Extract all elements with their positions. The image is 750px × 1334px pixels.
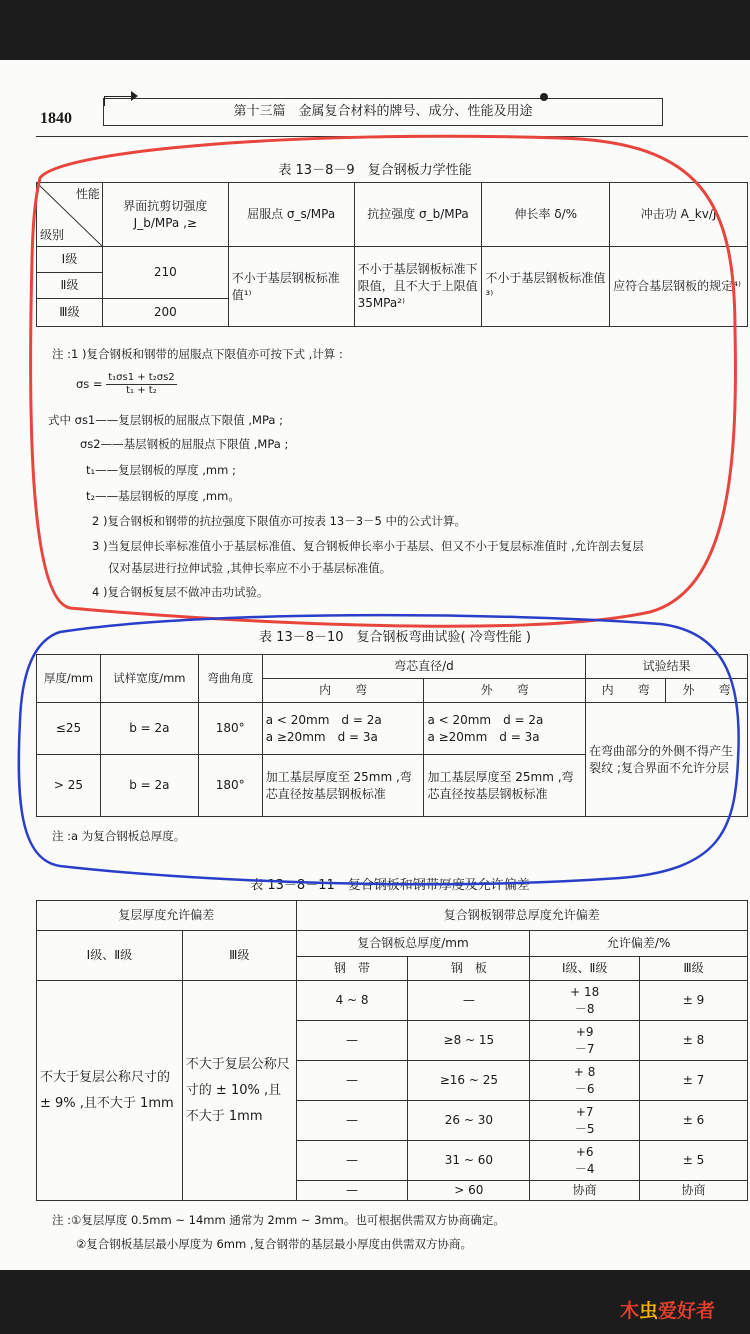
impact-text: 应符合基层钢板的规定⁴⁾ — [610, 247, 748, 327]
row1-inner: a < 20mm d = 2a a ≥20mm d = 3a — [262, 703, 424, 755]
row1-outer: a < 20mm d = 2a a ≥20mm d = 3a — [424, 703, 586, 755]
grade-2: Ⅱ级 — [37, 273, 103, 299]
chapter-header: 第十三篇 金属复合材料的牌号、成分、性能及用途 — [103, 98, 663, 126]
document-page — [0, 60, 750, 1270]
header-elongation: 伸长率 δ/% — [482, 183, 610, 247]
row1-width: b = 2a — [100, 703, 198, 755]
header-outer: 外 弯 — [424, 679, 586, 703]
header-tensile: 抗拉强度 σ_b/MPa — [354, 183, 482, 247]
table2 — [36, 654, 748, 817]
table3: 复层厚度允许偏差 复合钢板钢带总厚度允许偏差 Ⅰ级、Ⅱ级 Ⅲ级 复合钢板总厚度/mm 允许偏差/% 钢 带 钢 板 Ⅰ级、Ⅱ级 Ⅲ级 不大于复层公称尺寸的 ± 9% ,且不大于 1mm 不大于复层公称尺寸的 ± 10% ,且不大于 1mm 4 ~ 8 — + 18 －8 ± 9 — ≥8 ~ 15 +9 －7 ± 8 — ≥16 ~ 25 + 8 －6 ± 7 — 26 ~ 30 +7 －5 ± 6 — 31 ~ 60 +6 －4 ± 5 — > 60 协商 协商 — [36, 900, 748, 1201]
table1 — [36, 182, 748, 327]
note1-3a: 3 )当复层伸长率标准值小于基层标准值、复合钢板伸长率小于基层、但又不小于复层标准值时 ,允许剖去复层 — [92, 539, 644, 553]
header-thickness: 厚度/mm — [37, 655, 101, 703]
row2-outer: 加工基层厚度至 25mm ,弯芯直径按基层钢板标准 — [424, 755, 586, 817]
tensile-text: 不小于基层钢板标准下限值，且不大于上限值 35MPa²⁾ — [354, 247, 482, 327]
row1-angle: 180° — [198, 703, 262, 755]
table3-note1: 注 :①复层厚度 0.5mm ~ 14mm 通常为 2mm ~ 3mm。也可根据供需双方协商确定。 — [52, 1213, 505, 1227]
table1-corner — [37, 183, 103, 247]
table2-title: 表 13－8－10 复合钢板弯曲试验( 冷弯性能 ) — [259, 630, 531, 645]
note1-4: 4 )复合钢板复层不做冲击功试验。 — [92, 585, 269, 599]
header-mandrel: 弯芯直径/d — [262, 655, 585, 679]
header-result-inner: 内 弯 — [586, 679, 666, 703]
table2-note: 注 :a 为复合钢板总厚度。 — [52, 829, 186, 843]
formula: σs = $\frac{\text{t₁σs1 + t₂σs2}}{\text{t₁ + t₂}}$ — [76, 372, 175, 396]
header-angle: 弯曲角度 — [198, 655, 262, 703]
header-total-thickness: 复合钢板总厚度/mm — [296, 931, 530, 957]
row2-thickness: > 25 — [37, 755, 101, 817]
shear-value-3: 200 — [102, 299, 228, 327]
header-tol-g3: Ⅲ级 — [640, 957, 748, 981]
header-g3: Ⅲ级 — [182, 931, 296, 981]
shear-value-12: 210 — [102, 247, 228, 299]
header-width: 试样宽度/mm — [100, 655, 198, 703]
where-line-1: 式中 σs1——复层钢板的屈服点下限值 ,MPa ; — [48, 413, 283, 427]
corner-bottom-label: 级别 — [40, 228, 65, 242]
grade-1: Ⅰ级 — [37, 247, 103, 273]
watermark-logo: 木虫爱好者 — [620, 1300, 716, 1322]
note1-2: 2 )复合钢板和钢带的抗拉强度下限值亦可按表 13－3－5 中的公式计算。 — [92, 514, 467, 528]
header-yield: 屈服点 σ_s/MPa — [228, 183, 354, 247]
header-shear: 界面抗剪切强度 J_b/MPa ,≥ — [102, 183, 228, 247]
row2-inner: 加工基层厚度至 25mm ,弯芯直径按基层钢板标准 — [262, 755, 424, 817]
row1-thickness: ≤25 — [37, 703, 101, 755]
table-row: — — [296, 1021, 408, 1061]
top-black-bar — [0, 0, 750, 60]
table-row: — — [296, 1101, 408, 1141]
header-result: 试验结果 — [586, 655, 748, 679]
header-tolerance: 允许偏差/% — [530, 931, 748, 957]
row2-width: b = 2a — [100, 755, 198, 817]
where-line-3: t₁——复层钢板的厚度 ,mm ; — [86, 463, 236, 477]
header-cladding-tol: 复层厚度允许偏差 — [37, 901, 297, 931]
header-result-outer: 外 弯 — [666, 679, 748, 703]
table-row: — — [296, 1141, 408, 1181]
grade-3: Ⅲ级 — [37, 299, 103, 327]
yield-text: 不小于基层钢板标准值¹⁾ — [228, 247, 354, 327]
where-line-2: σs2——基层钢板的屈服点下限值 ,MPa ; — [80, 437, 289, 451]
table1-title: 表 13－8－9 复合钢板力学性能 — [278, 163, 472, 178]
note1-3b: 仅对基层进行拉伸试验 ,其伸长率应不小于基层标准值。 — [108, 561, 392, 575]
cladding-g12-text: 不大于复层公称尺寸的 ± 9% ,且不大于 1mm — [37, 981, 183, 1201]
header-g12: Ⅰ级、Ⅱ级 — [37, 931, 183, 981]
header-total-tol: 复合钢板钢带总厚度允许偏差 — [296, 901, 747, 931]
header-plate: 钢 板 — [408, 957, 530, 981]
elongation-text: 不小于基层钢板标准值³⁾ — [482, 247, 610, 327]
table-row: — — [296, 1061, 408, 1101]
table3-title: 表 13－8－11 复合钢板和钢带厚度及允许偏差 — [250, 878, 530, 893]
dot-icon — [540, 93, 548, 101]
table-row: 4 ~ 8 — [296, 981, 408, 1021]
header-rule — [36, 136, 748, 137]
header-tol-g12: Ⅰ级、Ⅱ级 — [530, 957, 640, 981]
note1-1: 注 :1 )复合钢板和钢带的屈服点下限值亦可按下式 ,计算 : — [52, 347, 343, 361]
cladding-g3-text: 不大于复层公称尺寸的 ± 10% ,且不大于 1mm — [182, 981, 296, 1201]
corner-top-label: 性能 — [75, 187, 100, 201]
header-inner: 内 弯 — [262, 679, 424, 703]
table-row: — — [296, 1181, 408, 1201]
table3-note2: ②复合钢板基层最小厚度为 6mm ,复合钢带的基层最小厚度由供需双方协商。 — [76, 1237, 472, 1251]
arrow-icon — [104, 96, 134, 106]
header-impact: 冲击功 A_kv/J — [610, 183, 748, 247]
row2-angle: 180° — [198, 755, 262, 817]
result-text: 在弯曲部分的外侧不得产生裂纹 ;复合界面不允许分层 — [586, 703, 748, 817]
page-number: 1840 — [40, 110, 72, 127]
where-line-4: t₂——基层钢板的厚度 ,mm。 — [86, 489, 240, 503]
header-strip: 钢 带 — [296, 957, 408, 981]
